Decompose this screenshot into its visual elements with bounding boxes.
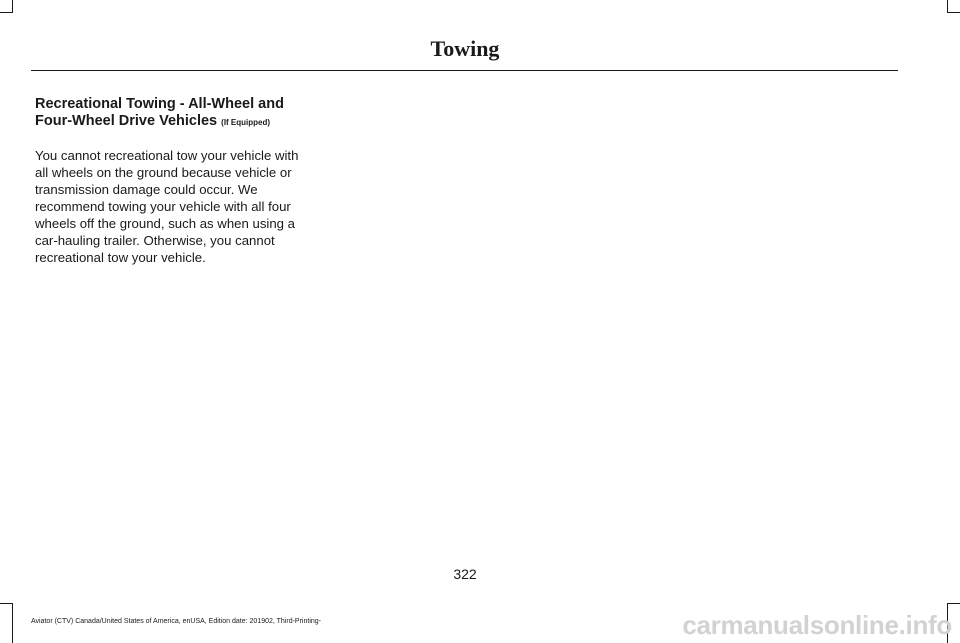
crop-mark [947,12,960,13]
page-number: 322 [453,566,477,582]
header-divider [31,70,898,71]
section-heading [35,96,315,131]
edition-footer: Aviator (CTV) Canada/United States of America, enUSA, Edition date: 201902, Third-Printing- [31,618,322,625]
crop-mark [12,603,13,643]
section-heading-text: Recreational Towing - All-Wheel and Four-Wheel Drive Vehicles [35,96,284,129]
watermark-text: carmanualsonline.info [682,610,952,640]
crop-mark [12,0,13,13]
page-header-title: Towing [430,36,500,61]
section-qualifier: (If Equipped) [221,118,271,127]
crop-mark [947,603,960,604]
crop-mark [947,0,948,13]
main-content [35,96,315,266]
section-body-paragraph: You cannot recreational tow your vehicle with all wheels on the ground because vehicle or transmission damage could occur. We recommend towing your vehicle with all four wheels off the ground, such as when using a car-hauling trailer. Otherwise, you cannot recreational tow your vehicle. [35,148,299,265]
